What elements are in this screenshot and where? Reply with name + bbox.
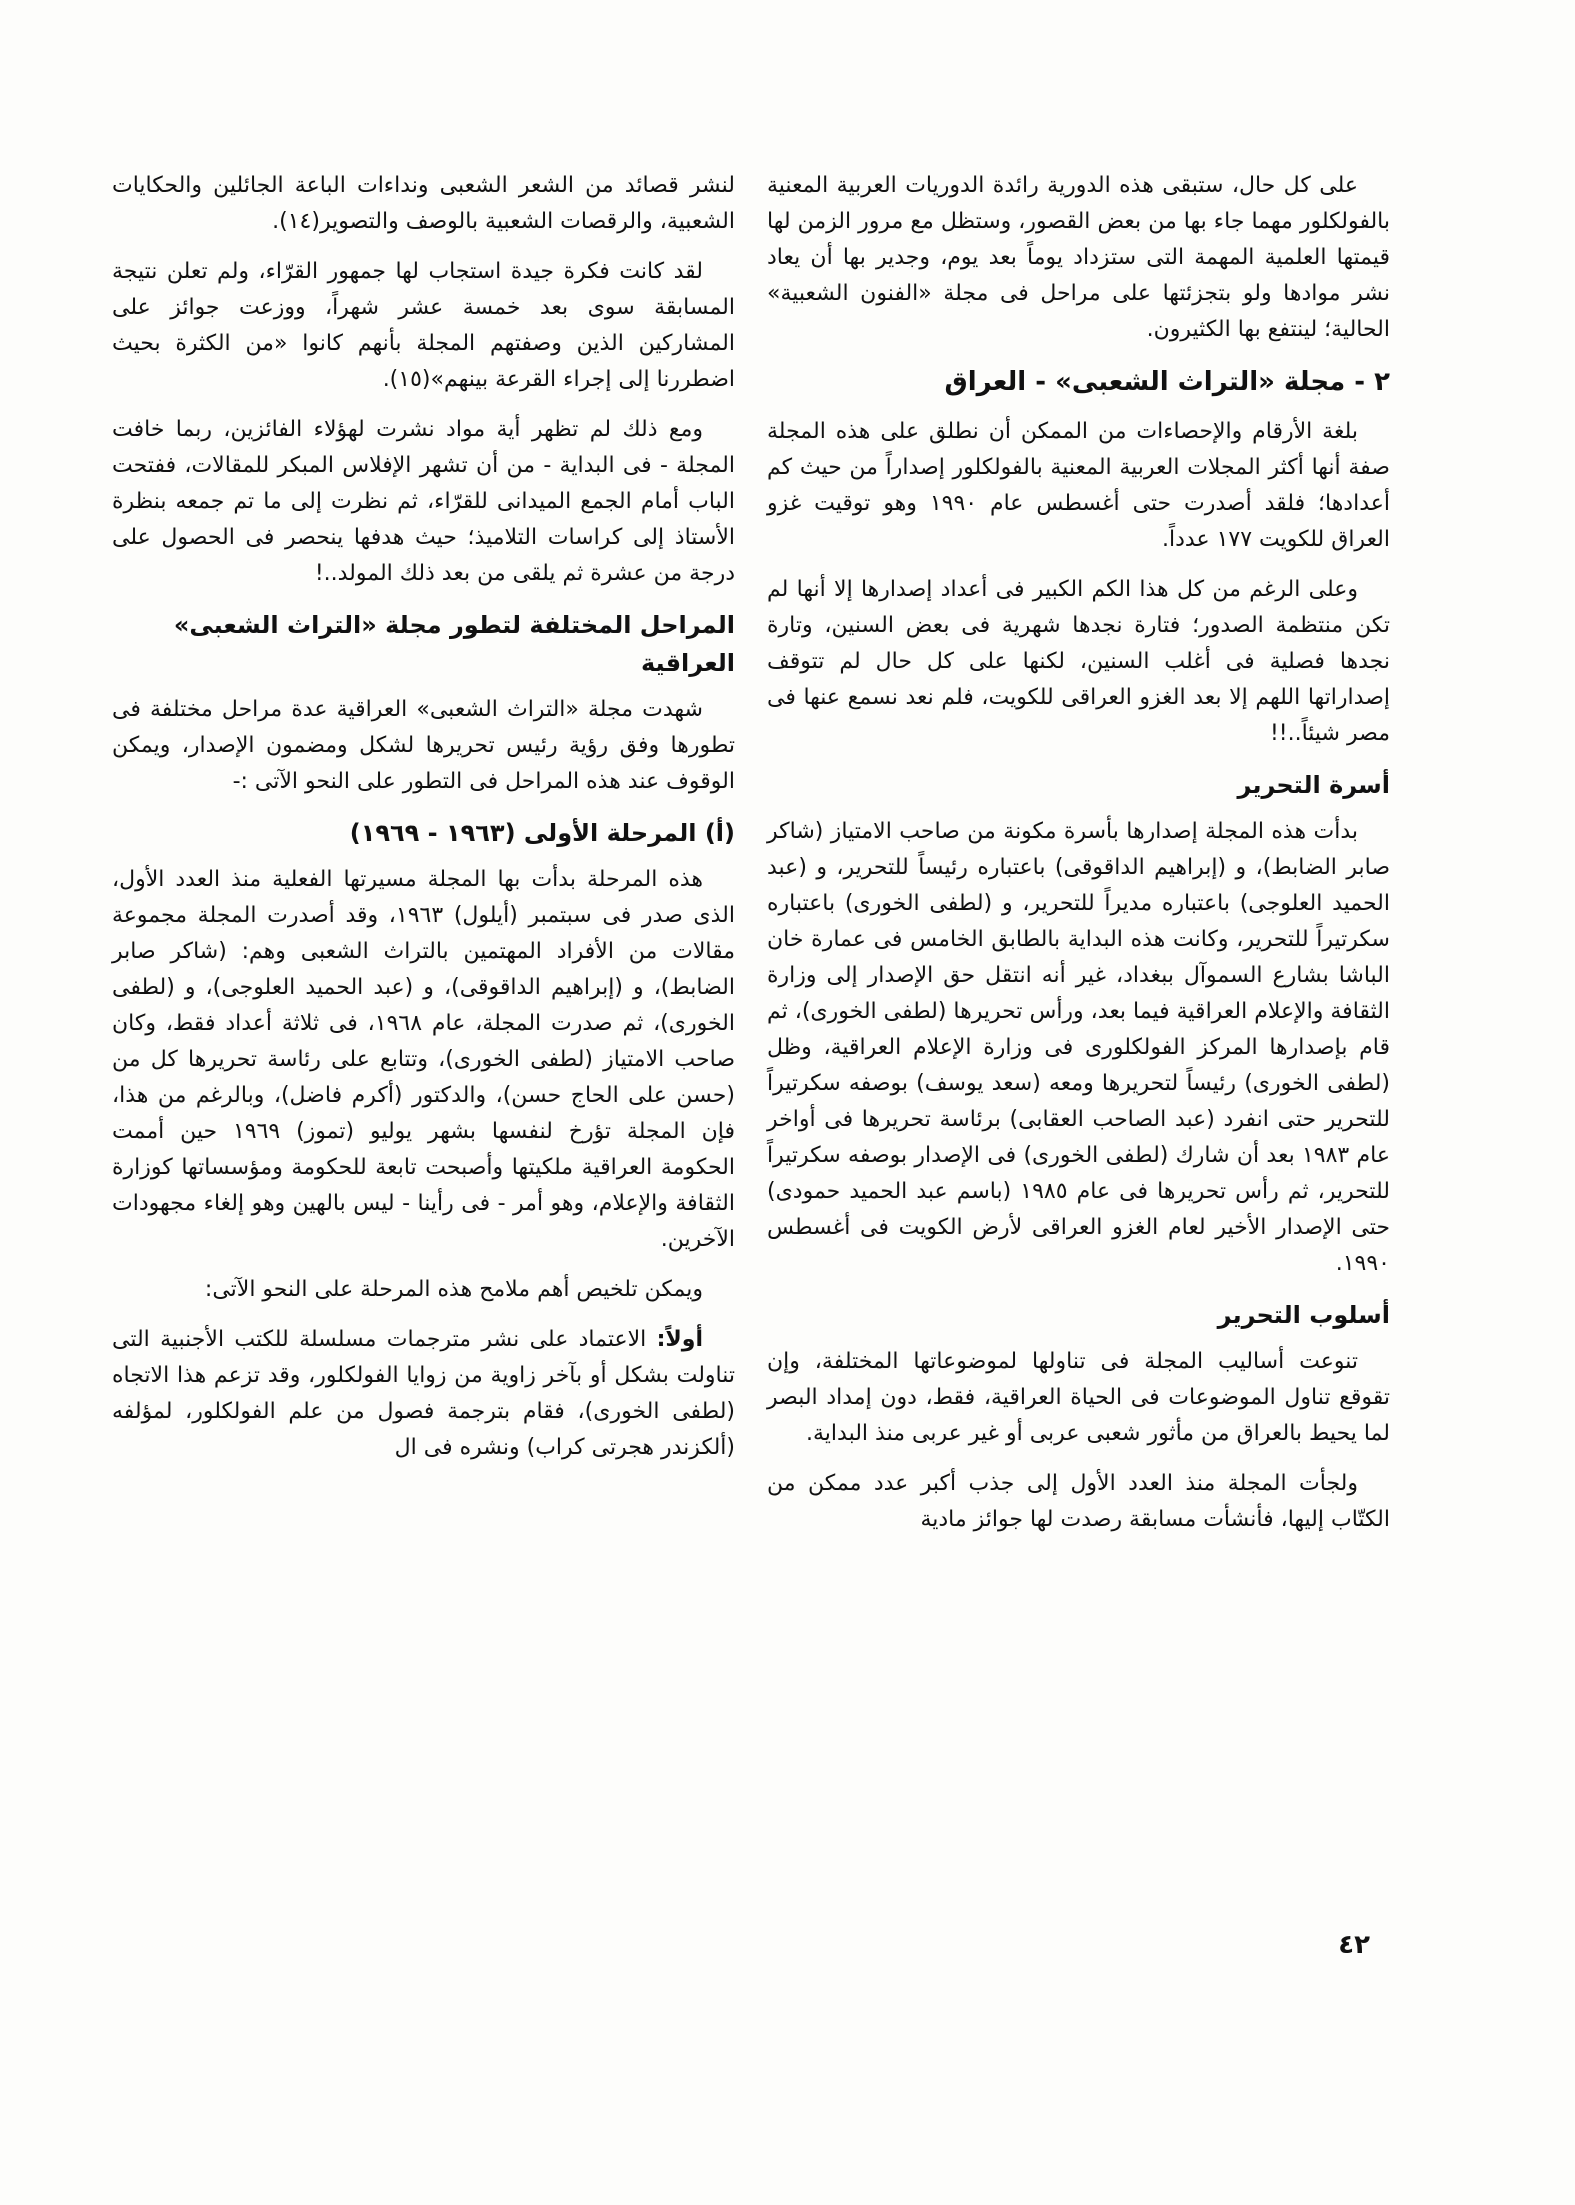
- section-heading-stage-one: (أ) المرحلة الأولى (١٩٦٣ - ١٩٦٩): [349, 819, 735, 847]
- paragraph-stages-intro: شهدت مجلة «التراث الشعبى» العراقية عدة مراحل مختلفة فى تطورها وفق رؤية رئيس تحريرها لشكل ومضمون الإصدار، ويمكن الوقوف عند هذه المراحل فى التطور على النحو الآتى :-: [112, 697, 735, 794]
- section-heading-editorial-family: أسرة التحرير: [1237, 771, 1390, 799]
- first-feature-text: الاعتماد على نشر مترجمات مسلسلة للكتب الأجنبية التى تناولت بشكل أو بآخر زاوية من زوايا الفولكلور، وقد تزعم هذا الاتجاه (لطفى الخورى)، فقام بترجمة فصول من علم الفولكلور، لمؤلفه (ألكزندر هجرتى كراب) ونشره فى ال: [112, 1327, 735, 1460]
- section-heading-editing-style: أسلوب التحرير: [1217, 1301, 1390, 1329]
- paragraph-continuation: لنشر قصائد من الشعر الشعبى ونداءات الباعة الجائلين والحكايات الشعبية، والرقصات الشعبية بالوصف والتصوير(١٤).: [112, 173, 735, 234]
- paragraph-contest-result: لقد كانت فكرة جيدة استجاب لها جمهور القرّاء، ولم تعلن نتيجة المسابقة سوى بعد خمسة عشر شهراً، ووزعت جوائز على المشاركين الذين وصفتهم المجلة بأنهم كانوا «من الكثرة بحيث اضطررنا إلى إجراء القرعة بينهم»(١٥).: [112, 259, 735, 392]
- column-left: [112, 168, 735, 1552]
- paragraph-editing-style: تنوعت أساليب المجلة فى تناولها لموضوعاتها المختلفة، وإن تقوقع تناول الموضوعات فى الحياة العراقية، فقط، دون إمداد البصر لما يحيط بالعراق من مأثور شعبى عربى أو غير عربى منذ البداية.: [767, 1349, 1390, 1446]
- first-feature-lead: أولاً:: [656, 1327, 703, 1352]
- paragraph-stats: بلغة الأرقام والإحصاءات من الممكن أن نطلق على هذه المجلة صفة أنها أكثر المجلات العربية المعنية بالفولكلور إصداراً من حيث كم أعدادها؛ فلقد أصدرت حتى أغسطس عام ١٩٩٠ وهو توقيت غزو العراق للكويت ١٧٧ عدداً.: [767, 419, 1390, 552]
- two-column-text-area: [112, 168, 1390, 1552]
- paragraph-first-feature: [112, 1322, 735, 1466]
- section-heading-magazine: ٢ - مجلة «التراث الشعبى» - العراق: [944, 367, 1390, 397]
- section-heading-stages: المراحل المختلفة لتطور مجلة «التراث الشعبى» العراقية: [173, 611, 735, 677]
- paragraph-irregular-publication: وعلى الرغم من كل هذا الكم الكبير فى أعداد إصدارها إلا أنها لم تكن منتظمة الصدور؛ فتارة نجدها شهرية فى بعض السنين، وتارة نجدها فصلية فى أغلب السنين، لكنها على كل حال لم تتوقف إصداراتها اللهم إلا بعد الغزو العراقى للكويت، فلم نعد نسمع عنها فى مصر شيئاً..!!: [767, 577, 1390, 746]
- paragraph-editorial-family: بدأت هذه المجلة إصدارها بأسرة مكونة من صاحب الامتياز (شاكر صابر الضابط)، و (إبراهيم الداقوقى) باعتباره رئيساً للتحرير، و (عبد الحميد العلوجى) باعتباره مديراً للتحرير، و (لطفى الخورى) باعتباره سكرتيراً للتحرير، وكانت هذه البداية بالطابق الخامس فى عمارة خان الباشا بشارع السموآل ببغداد، غير أنه انتقل حق الإصدار إلى وزارة الثقافة والإعلام العراقية فيما بعد، ورأس تحريرها (لطفى الخورى)، ثم قام بإصدارها المركز الفولكلورى فى وزارة الإعلام العراقية، وظل (لطفى الخورى) رئيساً لتحريرها ومعه (سعد يوسف) بوصفه سكرتيراً للتحرير حتى انفرد (عبد الصاحب العقابى) برئاسة تحريرها فى أواخر عام ١٩٨٣ بعد أن شارك (لطفى الخورى) فى الإصدار بوصفه سكرتيراً للتحرير، ثم رأس تحريرها فى عام ١٩٨٥ (باسم عبد الحميد حمودى) حتى الإصدار الأخير لعام الغزو العراقى لأرض الكويت فى أغسطس ١٩٩٠.: [766, 819, 1390, 1276]
- paragraph-contest: ولجأت المجلة منذ العدد الأول إلى جذب أكبر عدد ممكن من الكتّاب إليها، فأنشأت مسابقة رصدت لها جوائز مادية: [767, 1471, 1390, 1532]
- page-number: ٤٢: [1338, 1930, 1370, 1960]
- paragraph-intro: على كل حال، ستبقى هذه الدورية رائدة الدوريات العربية المعنية بالفولكلور مهما جاء بها من بعض القصور، وستظل مع مرور الزمن لها قيمتها العلمية المهمة التى ستزداد يوماً بعد يوم، وجدير بها أن يعاد نشر موادها ولو بتجزئتها على مراحل فى مجلة «الفنون الشعبية» الحالية؛ لينتفع بها الكثيرون.: [767, 173, 1390, 342]
- paragraph-summary-intro: ويمكن تلخيص أهم ملامح هذه المرحلة على النحو الآتى:: [204, 1277, 703, 1302]
- column-right: [767, 168, 1390, 1552]
- paragraph-no-materials: ومع ذلك لم تظهر أية مواد نشرت لهؤلاء الفائزين، ربما خافت المجلة - فى البداية - من أن تشهر الإفلاس المبكر للمقالات، ففتحت الباب أمام الجمع الميدانى للقرّاء، ثم نظرت إلى ما تم جمعه بنظرة الأستاذ إلى كراسات التلاميذ؛ حيث هدفها ينحصر فى الحصول على درجة من عشرة ثم يلقى من بعد ذلك المولد..!: [112, 417, 735, 586]
- paragraph-stage-one: هذه المرحلة بدأت بها المجلة مسيرتها الفعلية منذ العدد الأول، الذى صدر فى سبتمبر (أيلول) ١٩٦٣، وقد أصدرت المجلة مجموعة مقالات من الأفراد المهتمين بالتراث الشعبى وهم: (شاكر صابر الضابط)، و (إبراهيم الداقوقى)، و (عبد الحميد العلوجى)، و (لطفى الخورى)، ثم صدرت المجلة، عام ١٩٦٨، فى ثلاثة أعداد فقط، وكان صاحب الامتياز (لطفى الخورى)، وتتابع على رئاسة تحريرها كل من (حسن على الحاج حسن)، والدكتور (أكرم فاضل)، وبالرغم من هذا، فإن المجلة تؤرخ لنفسها بشهر يوليو (تموز) ١٩٦٩ حين أممت الحكومة العراقية ملكيتها وأصبحت تابعة للحكومة ومؤسساتها كوزارة الثقافة والإعلام، وهو أمر - فى رأينا - ليس بالهين وهو إلغاء مجهودات الآخرين.: [112, 867, 735, 1252]
